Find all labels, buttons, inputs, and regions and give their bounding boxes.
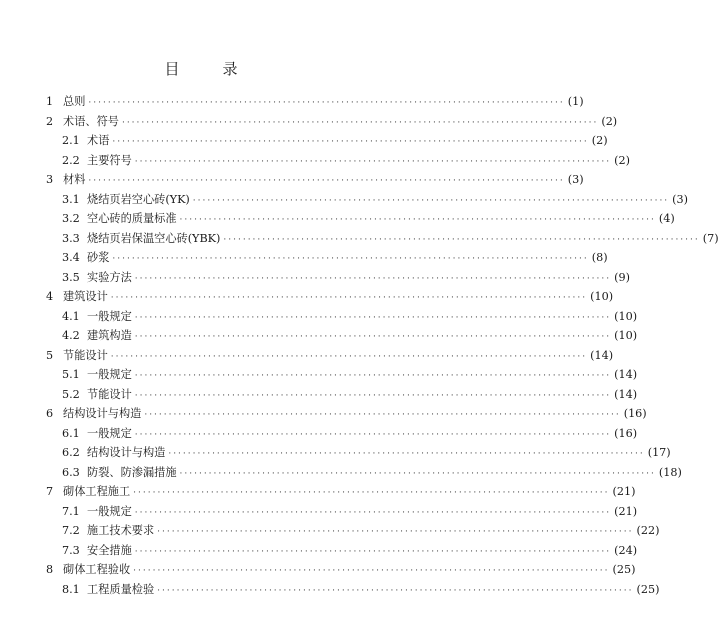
toc-entry[interactable] (46, 113, 618, 133)
dot-leader: ·································································································· (112, 137, 589, 147)
toc-entry[interactable] (46, 288, 614, 308)
toc-entry-label: 空心砖的质量标准 (87, 212, 177, 225)
toc-entry-label: 砌体工程验收 (63, 563, 131, 576)
toc-entry-page: (2) (591, 134, 608, 147)
dot-leader: ·································································································· (168, 449, 645, 459)
dot-leader: ·································································································· (133, 566, 610, 576)
toc-entry-number: 3.4 (62, 251, 80, 264)
toc-entry-number: 3.2 (62, 212, 80, 225)
toc-entry-page: (7) (702, 231, 719, 245)
toc-entry-page: (24) (614, 543, 638, 557)
toc-entry-page: (4) (658, 212, 675, 225)
toc-entry[interactable] (46, 210, 675, 230)
toc-entry-page: (14) (614, 387, 638, 401)
dot-leader: ·································································································· (134, 156, 612, 167)
dot-leader: ·································································································· (134, 332, 612, 342)
toc-entry-label: 术语 (87, 134, 110, 147)
toc-entry[interactable] (46, 386, 638, 406)
dot-leader: ·································································································· (121, 117, 599, 128)
dot-leader: ·································································································· (144, 410, 621, 420)
toc-entry[interactable] (46, 503, 638, 523)
toc-entry-number: 4.1 (62, 309, 80, 323)
dot-leader: ·································································································· (134, 507, 612, 518)
toc-entry[interactable] (46, 542, 638, 562)
toc-entry[interactable] (46, 132, 608, 152)
toc-entry-label: 砂浆 (87, 251, 110, 264)
toc-entry-number: 8 (46, 563, 54, 576)
toc-entry-number: 6.2 (62, 446, 80, 459)
toc-entry-number: 4.2 (62, 329, 80, 342)
toc-entry[interactable] (46, 308, 638, 328)
toc-entry-label: 结构设计与构造 (63, 407, 142, 420)
toc-entry[interactable] (46, 483, 636, 503)
toc-entry-number: 5 (46, 348, 54, 362)
toc-entry-label: 一般规定 (87, 368, 132, 381)
toc-entry-label: 建筑构造 (87, 329, 132, 342)
toc-entry[interactable] (46, 366, 638, 386)
toc-entry-label: 烧结页岩保温空心砖(YBK) (87, 231, 221, 245)
toc-entry[interactable] (46, 93, 584, 113)
toc-entry-label: 实验方法 (87, 270, 132, 284)
toc-entry-number: 7.2 (62, 524, 80, 537)
toc-entry[interactable] (46, 171, 584, 191)
toc-entries (46, 93, 719, 600)
toc-entry-label: 总则 (63, 95, 86, 108)
dot-leader: ·································································································· (157, 585, 634, 596)
toc-entry[interactable] (46, 444, 671, 464)
dot-leader: ·································································································· (134, 546, 612, 557)
toc-entry-label: 烧结页岩空心砖(YK) (87, 192, 190, 206)
toc-entry-page: (2) (614, 153, 630, 167)
toc-entry-page: (10) (614, 309, 638, 323)
dot-leader: ·································································································· (134, 429, 612, 440)
toc-entry-number: 5.2 (62, 387, 80, 401)
toc-entry-label: 主要符号 (87, 153, 132, 167)
toc-entry-label: 施工技术要求 (87, 524, 155, 537)
toc-entry-number: 3.5 (62, 270, 80, 284)
toc-entry-page: (18) (658, 465, 682, 479)
toc-entry-label: 防裂、防渗漏措施 (87, 465, 177, 479)
toc-entry-page: (9) (614, 270, 630, 284)
toc-entry-label: 工程质量检验 (87, 582, 155, 596)
toc-entry-label: 砌体工程施工 (63, 485, 131, 498)
toc-entry-number: 3 (46, 173, 54, 186)
dot-leader: ·································································································· (134, 273, 612, 284)
toc-entry-number: 2.1 (62, 134, 80, 147)
toc-entry[interactable] (46, 191, 689, 211)
toc-entry-label: 材料 (63, 173, 86, 186)
dot-leader: ·································································································· (133, 488, 610, 498)
toc-entry[interactable] (46, 327, 638, 347)
toc-entry-label: 结构设计与构造 (87, 446, 166, 459)
toc-entry-page: (2) (601, 114, 618, 128)
dot-leader: ·································································································· (179, 215, 656, 225)
toc-entry-label: 建筑设计 (63, 290, 108, 303)
toc-entry-number: 6.1 (62, 426, 80, 440)
dot-leader: ·································································································· (134, 390, 612, 401)
toc-entry-number: 1 (46, 95, 54, 108)
toc-entry-page: (14) (590, 348, 614, 362)
dot-leader: ·································································································· (192, 195, 670, 206)
toc-entry-page: (21) (612, 485, 636, 498)
toc-entry-page: (10) (590, 290, 614, 303)
toc-entry-number: 5.1 (62, 368, 80, 381)
toc-entry-number: 3.3 (62, 231, 80, 245)
toc-entry-page: (22) (636, 524, 660, 537)
dot-leader: ·································································································· (112, 254, 589, 264)
toc-entry[interactable] (46, 464, 682, 484)
toc-entry-number: 3.1 (62, 192, 80, 206)
toc-entry-label: 节能设计 (87, 387, 132, 401)
dot-leader: ·································································································· (134, 371, 612, 381)
toc-entry-label: 一般规定 (87, 309, 132, 323)
toc-entry-page: (16) (614, 426, 638, 440)
toc-entry[interactable] (46, 581, 660, 601)
toc-entry-page: (17) (647, 446, 671, 459)
toc-entry-page: (3) (672, 192, 689, 206)
toc-entry-page: (16) (623, 407, 647, 420)
toc-entry-number: 7.1 (62, 504, 80, 518)
toc-entry-number: 2 (46, 114, 54, 128)
toc-entry-page: (3) (567, 173, 584, 186)
toc-entry[interactable] (46, 522, 660, 542)
toc-entry-page: (1) (567, 95, 584, 108)
toc-entry-page: (25) (636, 582, 660, 596)
page-title: 目 录 (164, 60, 252, 78)
toc-entry-number: 2.2 (62, 153, 80, 167)
dot-leader: ·································································································· (110, 293, 588, 303)
toc-entry[interactable] (46, 230, 719, 250)
toc-entry-page: (10) (614, 329, 638, 342)
toc-entry-label: 安全措施 (87, 543, 132, 557)
toc-entry[interactable] (46, 405, 647, 425)
toc-entry-number: 6.3 (62, 465, 80, 479)
toc-entry-label: 一般规定 (87, 426, 132, 440)
toc-entry-number: 6 (46, 407, 54, 420)
dot-leader: ·································································································· (223, 234, 700, 245)
toc-entry-page: (21) (614, 504, 638, 518)
toc-entry-page: (8) (591, 251, 608, 264)
toc-entry[interactable] (46, 347, 614, 367)
toc-entry[interactable] (46, 425, 638, 445)
dot-leader: ·································································································· (88, 176, 565, 186)
toc-entry[interactable] (46, 561, 636, 581)
toc-entry-label: 节能设计 (63, 348, 108, 362)
toc-entry-page: (25) (612, 563, 636, 576)
dot-leader: ·································································································· (157, 527, 634, 537)
toc-entry-page: (14) (614, 368, 638, 381)
toc-entry-label: 术语、符号 (63, 114, 119, 128)
toc-entry[interactable] (46, 152, 630, 172)
toc-entry-number: 8.1 (62, 582, 80, 596)
toc-entry[interactable] (46, 249, 608, 269)
dot-leader: ·································································································· (110, 351, 588, 362)
dot-leader: ·································································································· (88, 98, 565, 108)
toc-entry-number: 7 (46, 485, 54, 498)
toc-entry-label: 一般规定 (87, 504, 132, 518)
toc-entry[interactable] (46, 269, 630, 289)
table-of-contents (46, 93, 719, 600)
dot-leader: ·································································································· (134, 312, 612, 323)
dot-leader: ·································································································· (179, 468, 656, 479)
toc-entry-number: 4 (46, 290, 54, 303)
toc-entry-number: 7.3 (62, 543, 80, 557)
